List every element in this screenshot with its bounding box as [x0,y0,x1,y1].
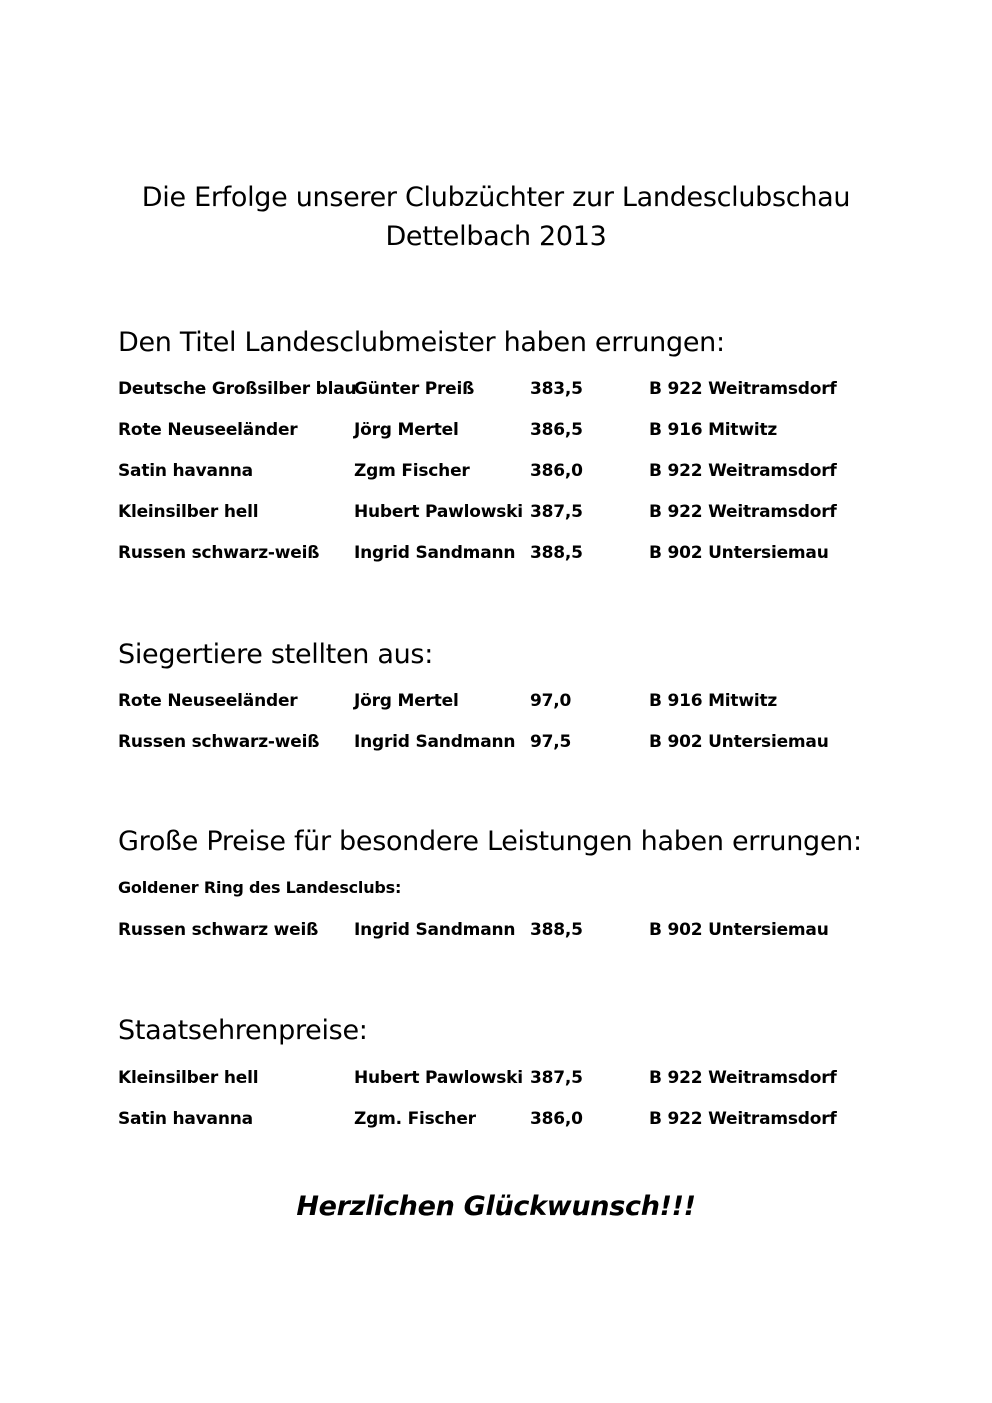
breeder-cell: Hubert Pawlowski [354,502,523,522]
breeder-cell: Ingrid Sandmann [354,732,516,752]
table-row [0,1066,992,1090]
table-row [0,730,992,754]
breed-cell: Rote Neuseeländer [118,420,298,440]
award-sublabel: Goldener Ring des Landesclubs: [118,878,402,897]
section-heading-staatsehrenpreise: Staatsehrenpreise: [118,1015,368,1046]
table-row [0,459,992,483]
club-cell: B 922 Weitramsdorf [649,502,837,522]
score-cell: 97,0 [530,691,572,711]
breed-cell: Russen schwarz-weiß [118,543,320,563]
table-row [0,377,992,401]
score-cell: 386,0 [530,1109,583,1129]
breeder-cell: Hubert Pawlowski [354,1068,523,1088]
table-row [0,918,992,942]
club-cell: B 902 Untersiemau [649,543,829,563]
club-cell: B 922 Weitramsdorf [649,461,837,481]
table-row [0,500,992,524]
club-cell: B 902 Untersiemau [649,732,829,752]
table-row [0,1107,992,1131]
score-cell: 388,5 [530,543,583,563]
club-cell: B 916 Mitwitz [649,691,778,711]
breeder-cell: Jörg Mertel [354,420,459,440]
document-title-line-2: Dettelbach 2013 [385,221,607,252]
club-cell: B 916 Mitwitz [649,420,778,440]
table-row [0,689,992,713]
score-cell: 386,0 [530,461,583,481]
breeder-cell: Zgm. Fischer [354,1109,476,1129]
score-cell: 386,5 [530,420,583,440]
table-row [0,541,992,565]
breed-cell: Deutsche Großsilber blau [118,379,357,399]
closing-message: Herzlichen Glückwunsch!!! [296,1191,696,1222]
club-cell: B 902 Untersiemau [649,920,829,940]
breed-cell: Kleinsilber hell [118,1068,259,1088]
breed-cell: Satin havanna [118,1109,253,1129]
breeder-cell: Günter Preiß [354,379,475,399]
section-heading-landesclubmeister: Den Titel Landesclubmeister haben errungen: [118,327,725,358]
score-cell: 387,5 [530,502,583,522]
breeder-cell: Ingrid Sandmann [354,543,516,563]
breed-cell: Rote Neuseeländer [118,691,298,711]
breeder-cell: Jörg Mertel [354,691,459,711]
score-cell: 97,5 [530,732,572,752]
score-cell: 387,5 [530,1068,583,1088]
breed-cell: Russen schwarz-weiß [118,732,320,752]
breed-cell: Satin havanna [118,461,253,481]
club-cell: B 922 Weitramsdorf [649,379,837,399]
club-cell: B 922 Weitramsdorf [649,1109,837,1129]
section-heading-grosse-preise: Große Preise für besondere Leistungen haben errungen: [118,826,862,857]
breed-cell: Russen schwarz weiß [118,920,319,940]
club-cell: B 922 Weitramsdorf [649,1068,837,1088]
score-cell: 383,5 [530,379,583,399]
breeder-cell: Zgm Fischer [354,461,470,481]
document-title-line-1: Die Erfolge unserer Clubzüchter zur Landesclubschau [141,182,851,213]
breed-cell: Kleinsilber hell [118,502,259,522]
section-heading-siegertiere: Siegertiere stellten aus: [118,639,433,670]
table-row [0,418,992,442]
breeder-cell: Ingrid Sandmann [354,920,516,940]
score-cell: 388,5 [530,920,583,940]
